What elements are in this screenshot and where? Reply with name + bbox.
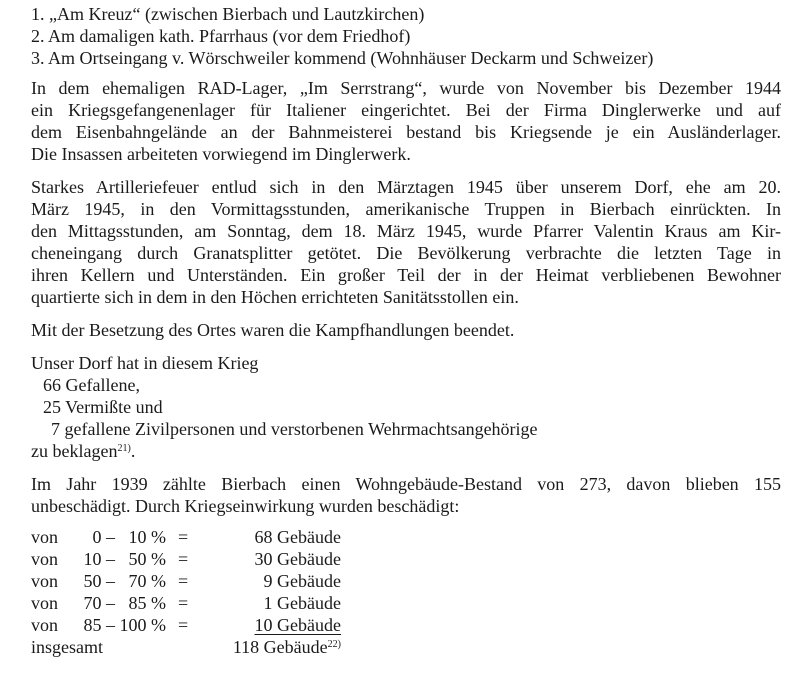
table-row <box>31 614 781 636</box>
row-equals: = <box>178 571 189 591</box>
row-value: 30 Gebäude <box>254 549 341 569</box>
row-range: 70 – 85 % <box>83 593 166 613</box>
row-range: 0 – 10 % <box>92 527 166 547</box>
table-row <box>31 526 781 548</box>
damage-table <box>31 526 781 658</box>
row-value: 10 Gebäude <box>254 615 341 635</box>
table-row <box>31 592 781 614</box>
list-item: 1. „Am Kreuz“ (zwischen Bierbach und Lautzkirchen) <box>31 4 425 24</box>
row-prefix: von <box>31 571 58 591</box>
list-item: 3. Am Ortseingang v. Wörschweiler kommend (Wohnhäuser Deckarm und Schweizer) <box>31 48 654 68</box>
paragraph-artillerie <box>31 176 781 308</box>
losses-intro: Unser Dorf hat in diesem Krieg <box>31 353 259 373</box>
paragraph-line: unbeschädigt. Durch Kriegseinwirkung wurden beschädigt: <box>31 496 460 516</box>
paragraph-besetzung: Mit der Besetzung des Ortes waren die Kampfhandlungen beendet. <box>31 320 515 340</box>
paragraph-line: ein Kriegsgefangenenlager für Italiener eingerichtet. Bei der Firma Dinglerwerke und auf <box>31 100 781 120</box>
table-row <box>31 548 781 570</box>
paragraph-line: cheneingang durch Granatsplitter getötet. Die Bevölkerung verbrachte die letzten Tage in <box>31 243 781 263</box>
paragraph-line: In dem ehemaligen RAD-Lager, „Im Serrstrang“, wurde von November bis Dezember 1944 <box>31 78 781 98</box>
total-value: 118 Gebäude <box>232 637 328 657</box>
table-total-row <box>31 636 781 658</box>
location-list <box>31 3 781 69</box>
paragraph-line: quartierte sich in dem in den Höchen errichteten Sanitätsstollen ein. <box>31 287 519 307</box>
footnote-marker: 21) <box>117 443 131 454</box>
list-item: 2. Am damaligen kath. Pfarrhaus (vor dem Friedhof) <box>31 26 411 46</box>
paragraph-line: dem Eisenbahngelände an der Bahnmeisterei bestand bis Kriegsende je ein Ausländerlager. <box>31 122 781 142</box>
losses-block <box>31 352 781 462</box>
row-range: 50 – 70 % <box>83 571 166 591</box>
losses-fallen: 66 Gefallene, <box>43 375 140 395</box>
row-range: 10 – 50 % <box>83 549 166 569</box>
document-page <box>31 3 781 658</box>
row-value: 68 Gebäude <box>254 527 341 547</box>
paragraph-line: März 1945, in den Vormittagsstunden, amerikanische Truppen in Bierbach einrückten. In <box>31 199 781 219</box>
paragraph-line: Starkes Artilleriefeuer entlud sich in den Märztagen 1945 über unserem Dorf, ehe am 20. <box>31 177 781 197</box>
row-range: 85 – 100 % <box>83 615 166 635</box>
row-equals: = <box>178 615 189 635</box>
total-label: insgesamt <box>31 637 103 657</box>
paragraph-line: den Mittagsstunden, am Sonntag, dem 18. März 1945, wurde Pfarrer Valentin Kraus am Kir- <box>31 221 781 241</box>
losses-closing-text: zu beklagen <box>31 441 118 461</box>
row-prefix: von <box>31 527 58 547</box>
paragraph-rad-lager <box>31 77 781 165</box>
row-prefix: von <box>31 593 58 613</box>
table-row <box>31 570 781 592</box>
row-value: 9 Gebäude <box>263 571 341 591</box>
row-equals: = <box>178 549 189 569</box>
paragraph-line: Die Insassen arbeiteten vorwiegend im Dinglerwerk. <box>31 144 411 164</box>
total-value-cell <box>221 636 341 658</box>
row-prefix: von <box>31 615 58 635</box>
row-value: 1 Gebäude <box>263 593 341 613</box>
paragraph-line: Im Jahr 1939 zählte Bierbach einen Wohngebäude-Bestand von 273, davon blieben 155 <box>31 474 781 494</box>
losses-missing: 25 Vermißte und <box>43 397 163 417</box>
losses-civilians: 7 gefallene Zivilpersonen und verstorbenen Wehrmachtsangehörige <box>51 419 538 439</box>
footnote-marker: 22) <box>327 639 341 650</box>
row-equals: = <box>178 593 189 613</box>
row-prefix: von <box>31 549 58 569</box>
losses-closing: zu beklagen$^{21)}$. <box>31 441 136 461</box>
row-equals: = <box>178 527 189 547</box>
paragraph-1939 <box>31 473 781 517</box>
paragraph-line: ihren Kellern und Unterständen. Ein großer Teil der in der Heimat verbliebenen Bewohner <box>31 265 781 285</box>
